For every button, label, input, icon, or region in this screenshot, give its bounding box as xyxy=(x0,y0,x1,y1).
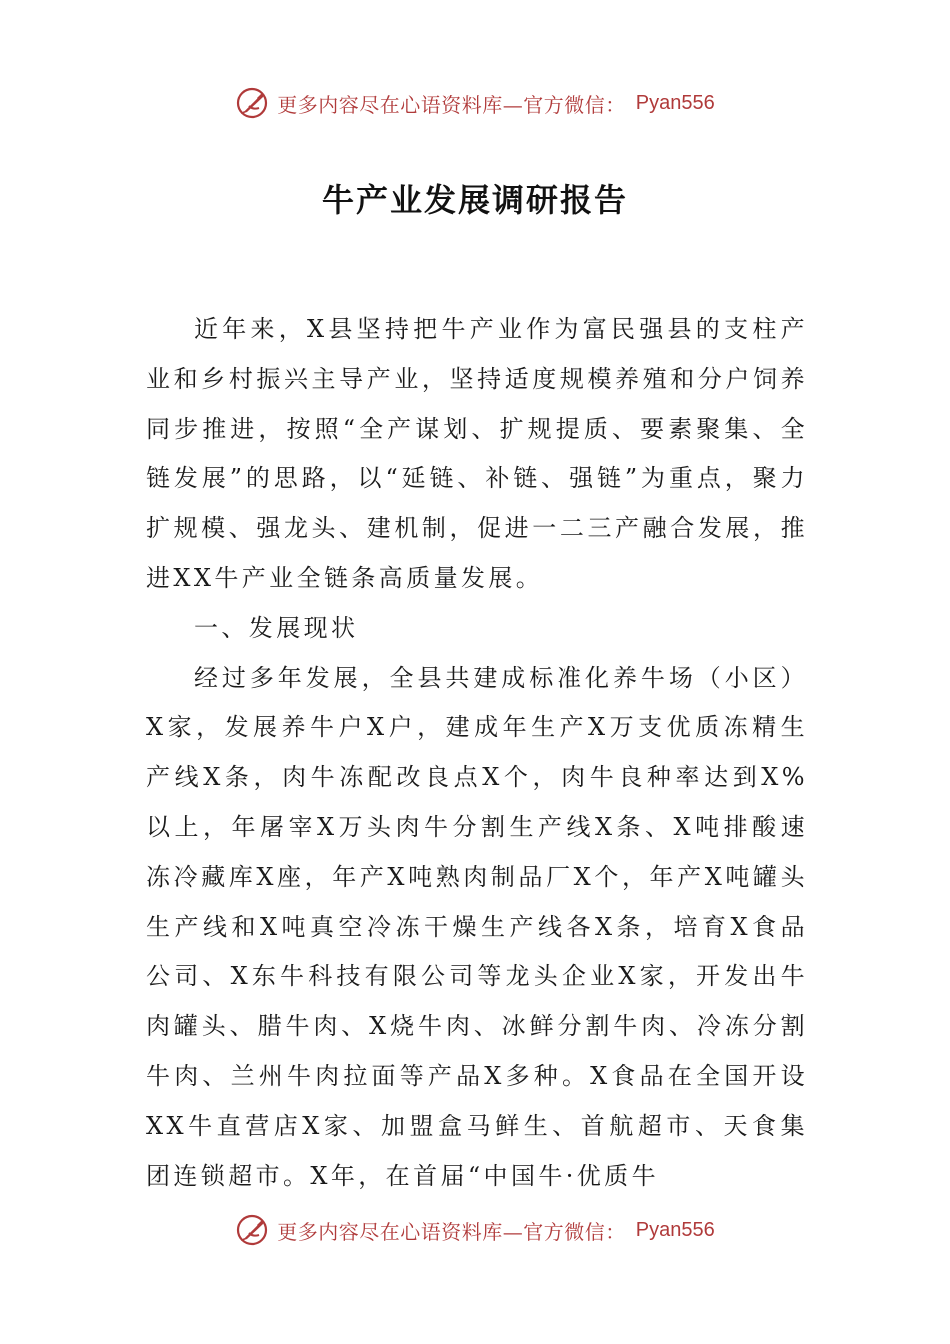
watermark-wechat-handle: Pyan556 xyxy=(635,1218,715,1241)
quill-logo-icon xyxy=(235,1213,269,1247)
watermark-promo-text: 更多内容尽在心语资料库—官方微信： xyxy=(277,92,626,117)
status-paragraph: 经过多年发展，全县共建成标准化养牛场（小区）X家，发展养牛户X户，建成年生产X万支优质冻精生产线X条，肉牛冻配改良点X个，肉牛良种率达到X%以上，年屠宰X万头肉牛分割生产线X条、X吨排酸速冻冷藏库X座，年产X吨熟肉制品厂X个，年产X吨罐头生产线和X吨真空冷冻干燥生产线各X条，培育X食品公司、X东牛科技有限公司等龙头企业X家，开发出牛肉罐头、腊牛肉、X烧牛肉、冰鲜分割牛肉、冷冻分割牛肉、兰州牛肉拉面等产品X多种。X食品在全国开设XX牛直营店X家、加盟盒马鲜生、首航超市、天食集团连锁超市。X年，在首届“中国牛·优质牛 xyxy=(146,663,808,1190)
document-body xyxy=(146,305,808,1201)
section-heading: 一、发展现状 xyxy=(194,613,359,642)
watermark-promo-text: 更多内容尽在心语资料库—官方微信： xyxy=(277,1219,626,1244)
intro-paragraph: 近年来，X县坚持把牛产业作为富民强县的支柱产业和乡村振兴主导产业，坚持适度规模养殖和分户饲养同步推进，按照“全产谋划、扩规提质、要素聚集、全链发展”的思路，以“延链、补链、强链”为重点，聚力扩规模、强龙头、建机制，促进一二三产融合发展，推进XX牛产业全链条高质量发展。 xyxy=(146,315,808,592)
watermark-wechat-handle: Pyan556 xyxy=(635,91,715,114)
quill-logo-icon xyxy=(235,86,269,120)
watermark-banner-top xyxy=(0,83,950,123)
watermark-banner-bottom xyxy=(0,1210,950,1250)
document-title: 牛产业发展调研报告 xyxy=(321,181,628,219)
